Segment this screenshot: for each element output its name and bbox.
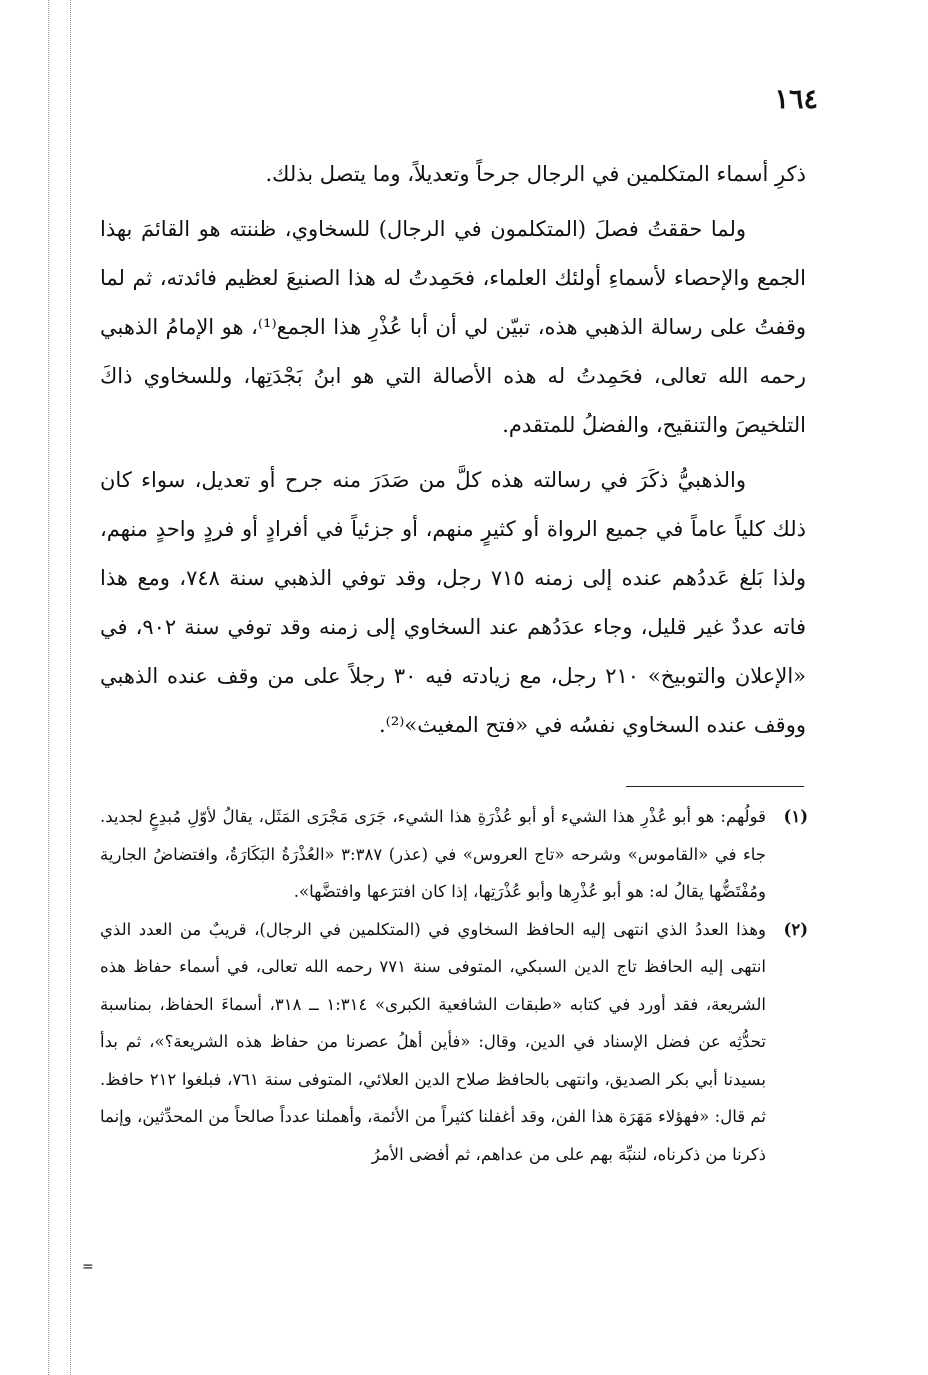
paragraph: ولما حققتُ فصلَ (المتكلمون في الرجال) للسخاوي، ظننته هو القائمَ بهذا الجمع والإحصاء لأسماءِ أولئك العلماء، فحَمِدتُ له هذا الصنيعَ لعظيم فائدته، ثم لما وقفتُ على رسالة الذهبي هذه، تبيّن لي أن أبا عُذْرِ هذا الجمع⁽¹⁾، هو الإمامُ الذهبي رحمه الله تعالى، فحَمِدتُ له هذه الأصالة التي هو ابنُ بَجْدَتِها، وللسخاوي ذاكَ التلخيصَ والتنقيح، والفضلُ للمتقدم. [100,217,807,437]
footnote-text: قولُهم: هو أبو عُذْرِ هذا الشيء أو أبو عُذْرَةِ هذا الشيء، جَرَى مَجْرَى المَثَل، يقالُ لأوّلِ مُبدِعٍ لجديد. جاء في «القاموس» وشرحه «تاج العروس» في (عذر) ٣:٣٨٧ «العُذْرَةُ البَكَارَةُ، وافتضاضُ الجارية ومُفْتَضُّها يقالُ له: هو أبو عُذْرِها وأبو عُذْرَتِها، إذا كان افترَعها وافتضَّها». [100,807,766,901]
scan-edge-dots [70,0,71,1375]
footnote [100,798,808,911]
paragraph: والذهبيُّ ذكَرَ في رسالته هذه كلَّ من صَدَرَ منه جرح أو تعديل، سواء كان ذلك كلياً عاماً في جميع الرواة أو كثيرٍ منهم، أو جزئياً في أفرادٍ أو فردٍ واحدٍ منهم، ولذا بَلغ عَددُهم عنده إلى زمنه ٧١٥ رجل، وقد توفي الذهبي سنة ٧٤٨، ومع هذا فاته عددٌ غير قليل، وجاء عدَدُهم عند السخاوي إلى زمنه وقد توفي سنة ٩٠٢، في «الإعلان والتوبيخ» ٢١٠ رجل، مع زيادته فيه ٣٠ رجلاً على من وقف عنده الذهبي ووقف عنده السخاوي نفسُه في «فتح المغيث»⁽²⁾. [100,468,807,737]
continuation-mark: = [82,1259,94,1275]
scan-edge-dots [48,0,49,1375]
paragraph: ذكرِ أسماء المتكلمين في الرجال جرحاً وتعديلاً، وما يتصل بذلك. [265,162,806,186]
footnote-number: (٢) [783,919,808,939]
footnote-separator [626,786,804,787]
footnote-number: (١) [783,807,808,826]
footnote [100,911,808,1174]
footnote-text: وهذا العددُ الذي انتهى إليه الحافظ السخاوي في (المتكلمين في الرجال)، قريبٌ من العدد الذي انتهى إليه الحافظ تاج الدين السبكي، المتوفى سنة ٧٧١ رحمه الله تعالى، في أسماء حفاظ هذه الشريعة، فقد أورد في كتابه «طبقات الشافعية الكبرى» ١:٣١٤ ــ ٣١٨، أسماءَ الحفاظ، بمناسبة تحدُّثِه عن فضل الإسناد في الدين، وقال: «فأين أهلُ عصرنا من حفاظ هذه الشريعة؟»، ثم بدأ بسيدنا أبي بكر الصديق، وانتهى بالحافظ صلاح الدين العلائي، المتوفى سنة ٧٦١، فبلغوا ٢١٢ حافظ. ثم قال: «فهؤلاء مَهَرَة هذا الفن، وقد أغفلنا كثيراً من الأئمة، وأهملنا عدداً صالحاً من المحدِّثين، وإنما ذكرنا من ذكرناه، لننبِّهَ بهم على من عداهم، ثم أفضى الأمرُ [100,919,767,1164]
footnotes [100,798,808,1173]
page-number: ١٦٤ [774,84,818,115]
main-text [100,150,806,756]
